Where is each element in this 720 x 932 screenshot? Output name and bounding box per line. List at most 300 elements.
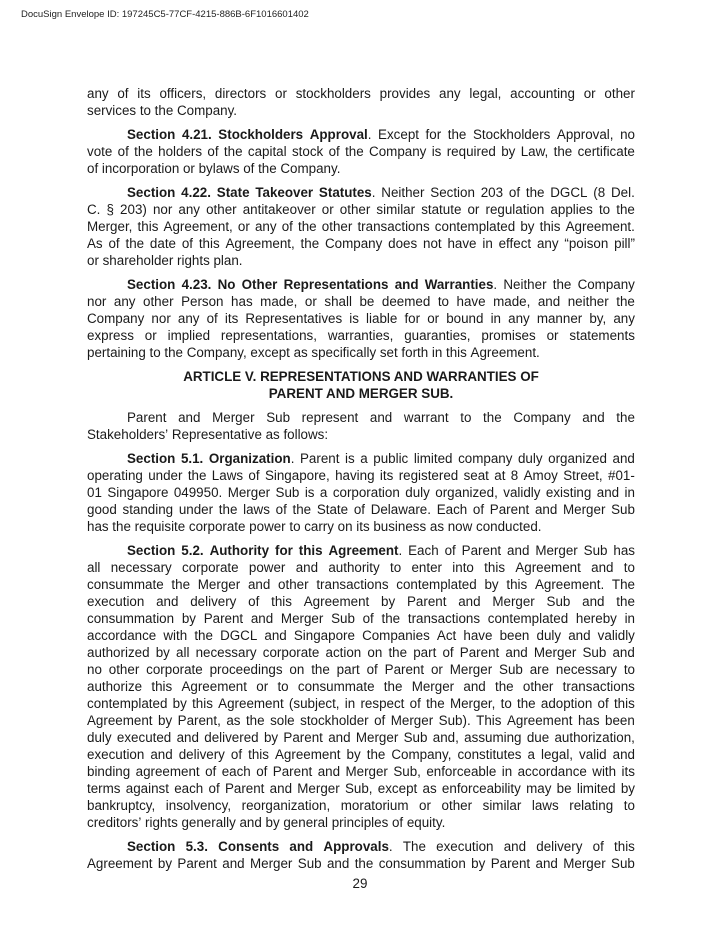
word: corporate (182, 560, 239, 575)
section-heading-line (87, 542, 635, 559)
word: of (243, 161, 255, 176)
text-line (87, 201, 635, 218)
word: the (553, 144, 573, 159)
word: and (295, 560, 319, 575)
text-line (87, 593, 635, 610)
word: moratorium (340, 798, 409, 813)
word: requisite (134, 519, 186, 534)
word: Neither (381, 185, 425, 200)
word: or (427, 311, 440, 326)
word: authorized (87, 645, 150, 660)
word: limited (576, 781, 616, 796)
word: and (328, 730, 351, 745)
word: Parent (489, 502, 530, 517)
word: of (366, 662, 378, 677)
word: of (256, 764, 268, 779)
word: be (556, 781, 572, 796)
word: is (349, 311, 359, 326)
word: delivery (536, 839, 583, 854)
word: Merger (355, 730, 399, 745)
word: bound (446, 311, 484, 326)
word: nor (152, 202, 173, 217)
word: due (526, 730, 550, 745)
word: may (526, 781, 552, 796)
word: Sub, (344, 781, 373, 796)
word: 203) (120, 202, 147, 217)
text-line (87, 218, 635, 235)
word: and (596, 485, 620, 500)
word: any (508, 311, 530, 326)
word: this (151, 679, 173, 694)
docusign-envelope-id: DocuSign Envelope ID: 197245C5-77CF-4215-886B-6F1016601402 (21, 9, 309, 20)
word: or (583, 86, 596, 101)
word: set (379, 345, 398, 360)
word: in (490, 311, 502, 326)
word: and (505, 645, 528, 660)
word: with (592, 764, 617, 779)
word: Agreement (87, 713, 153, 728)
word: to (277, 679, 289, 694)
word: authority (328, 560, 380, 575)
word: the (447, 127, 467, 142)
word: of (592, 839, 604, 854)
word: the (298, 219, 317, 234)
word: Sub (583, 543, 608, 558)
word: equity. (406, 815, 446, 830)
word: corporate (188, 519, 246, 534)
word: be (359, 294, 375, 309)
word: Company (325, 236, 383, 251)
word: of (353, 502, 365, 517)
word: a (360, 451, 368, 466)
word: other (143, 294, 174, 309)
word: Agreement (506, 713, 573, 728)
word: Sub (403, 730, 428, 745)
word: officers, (159, 86, 207, 101)
word: binding (87, 764, 131, 779)
word: Merger (492, 594, 535, 609)
word: in (344, 696, 356, 711)
word: against (125, 781, 169, 796)
word: has (577, 713, 600, 728)
word: been (605, 713, 635, 728)
word: and (394, 277, 419, 292)
word: the (383, 679, 403, 694)
text-line (87, 102, 635, 119)
word: Merger (249, 856, 293, 871)
word: Company, (186, 345, 247, 360)
word: in (624, 485, 635, 500)
word: adoption (540, 696, 593, 711)
word: the (187, 468, 207, 483)
word: § (106, 202, 114, 217)
word: (8 (593, 185, 606, 200)
word: and (591, 560, 614, 575)
word: of (205, 764, 217, 779)
word: by (157, 856, 173, 871)
text-line (87, 678, 635, 695)
word: this (506, 577, 528, 592)
word: except (250, 345, 290, 360)
word: seat (463, 468, 489, 483)
word: standing (122, 502, 174, 517)
word: Sub (266, 410, 291, 425)
word: except (377, 781, 418, 796)
word: duly (517, 451, 543, 466)
text-line (87, 252, 635, 269)
word: by (381, 594, 396, 609)
text-line (87, 712, 635, 729)
word: of (117, 144, 129, 159)
word: been (499, 628, 530, 643)
word: and (176, 730, 199, 745)
word: any (177, 311, 200, 326)
word: 049950. (173, 485, 223, 500)
section-heading-line (87, 450, 635, 467)
word: of (207, 144, 219, 159)
word: by, (589, 311, 607, 326)
word: the (616, 594, 635, 609)
word: Del. (611, 185, 635, 200)
word: 203 (480, 185, 504, 200)
word: have (447, 236, 477, 251)
word: Agreement (87, 856, 153, 871)
word: Sub (611, 856, 635, 871)
word: and (503, 839, 527, 854)
word: warrant (403, 410, 449, 425)
word: the (194, 628, 213, 643)
word: in (501, 764, 513, 779)
word: and (317, 764, 341, 779)
word: other (604, 86, 635, 101)
word: the (345, 144, 364, 159)
word: and (369, 410, 393, 425)
word: power (249, 519, 286, 534)
word: Parent (224, 781, 265, 796)
word: accordance (517, 764, 587, 779)
word: of (597, 696, 609, 711)
word: Section (127, 127, 176, 142)
word: by (501, 144, 516, 159)
word: existing (545, 485, 592, 500)
word: for (275, 543, 293, 558)
word: 5.3. (185, 839, 208, 854)
word: Section (127, 839, 176, 854)
word: respect (360, 696, 405, 711)
word: assuming (464, 730, 522, 745)
word: to (149, 345, 161, 360)
word: and (463, 679, 486, 694)
word: under (148, 468, 183, 483)
word: of (281, 219, 293, 234)
text-line (87, 85, 635, 102)
word: Agreement (218, 696, 284, 711)
word: as (422, 781, 437, 796)
word: duly (536, 628, 562, 643)
word: to (623, 662, 635, 677)
word: Parent (203, 611, 244, 626)
word: corporate (262, 645, 320, 660)
word: validly (503, 485, 541, 500)
text-line (87, 327, 635, 344)
word: limited (413, 451, 453, 466)
word: to (623, 798, 635, 813)
word: this (271, 594, 292, 609)
word: Agreement (515, 560, 581, 575)
word: rights (177, 253, 210, 268)
word: express (87, 328, 134, 343)
word: creditors’ (87, 815, 142, 830)
word: and (150, 747, 173, 762)
word: Sub). (438, 713, 471, 728)
word: Company (513, 410, 571, 425)
word: its (137, 86, 151, 101)
word: other (108, 662, 140, 677)
word: and (582, 594, 605, 609)
word: Company, (391, 747, 452, 762)
word: Merger (280, 611, 324, 626)
word: its (379, 468, 394, 483)
word: this (613, 696, 635, 711)
word: The (611, 577, 635, 592)
word: Agreement (181, 679, 247, 694)
word: execution (87, 594, 145, 609)
word: Parent, (177, 713, 221, 728)
word: Parent (461, 543, 502, 558)
word: the (292, 502, 312, 517)
word: and (534, 502, 558, 517)
word: Each (408, 543, 439, 558)
word: the (154, 103, 174, 118)
word: Agreement. (328, 543, 403, 558)
word: valid (579, 747, 607, 762)
word: by (265, 815, 280, 830)
word: of (181, 236, 193, 251)
word: of (275, 502, 287, 517)
word: capital (247, 144, 287, 159)
word: this (248, 747, 269, 762)
word: Approval. (309, 127, 372, 142)
word: statute (421, 202, 462, 217)
word: Company (577, 277, 635, 292)
word: Merger, (449, 696, 496, 711)
word: Merger (227, 485, 271, 500)
word: Except (378, 127, 419, 142)
word: consummation (378, 856, 466, 871)
word: contemplated (434, 219, 516, 234)
word: all (87, 560, 101, 575)
word: this (484, 560, 506, 575)
word: Merger (197, 577, 241, 592)
word: duly (405, 485, 430, 500)
word: pill” (614, 236, 635, 251)
word: and (535, 856, 558, 871)
word: consummate (87, 577, 164, 592)
word: hereby (575, 611, 617, 626)
word: similar (376, 202, 416, 217)
word: Agreement (303, 594, 370, 609)
word: the (381, 611, 401, 626)
word: of (409, 696, 421, 711)
word: of (374, 713, 386, 728)
word: 4.21. (181, 127, 212, 142)
word: and, (432, 730, 459, 745)
word: neither (567, 294, 609, 309)
word: organized, (435, 485, 498, 500)
section-heading-line (87, 126, 635, 143)
word: has (231, 294, 253, 309)
word: Parent (272, 764, 313, 779)
word: enforceable (426, 764, 497, 779)
word: “poison (564, 236, 609, 251)
word: terms (87, 781, 121, 796)
word: enter (411, 560, 442, 575)
word: this (539, 219, 561, 234)
word: DGCL (220, 628, 258, 643)
word: Sub (499, 662, 523, 677)
word: delivery (178, 747, 225, 762)
word: or (182, 161, 195, 176)
word: Approvals. (323, 839, 393, 854)
word: delivery (190, 594, 237, 609)
word: this (298, 543, 323, 558)
document-page-body (87, 85, 635, 879)
word: this (614, 839, 635, 854)
word: Section (430, 185, 475, 200)
text-line (87, 797, 635, 814)
word: As (87, 236, 103, 251)
word: conducted. (476, 519, 542, 534)
word: a (527, 747, 535, 762)
word: the (616, 410, 635, 425)
word: Other (241, 277, 278, 292)
word: Each (436, 502, 468, 517)
page-number: 29 (352, 876, 368, 891)
word: enforceability (441, 781, 521, 796)
word: its (224, 311, 239, 326)
word: execution (87, 747, 145, 762)
word: warranties, (327, 328, 394, 343)
word: promises (481, 328, 536, 343)
word: by (520, 219, 535, 234)
word: delivered (204, 730, 259, 745)
word: and (156, 594, 179, 609)
text-line (87, 746, 635, 763)
word: effect (498, 236, 532, 251)
word: by (263, 730, 279, 745)
text-line (87, 143, 635, 160)
word: proceedings (209, 662, 283, 677)
word: registered (398, 468, 459, 483)
word: legal, (541, 747, 574, 762)
word: Section (127, 451, 176, 466)
word: reorganization, (241, 798, 331, 813)
section-5-3 (87, 838, 635, 872)
word: Agreement, (225, 236, 295, 251)
text-line (87, 501, 635, 518)
word: Merger (563, 502, 606, 517)
word: any (536, 236, 559, 251)
word: Company (87, 311, 145, 326)
word: Merger (297, 781, 340, 796)
text-line (87, 235, 635, 252)
word: operating (87, 468, 143, 483)
word: and (250, 611, 274, 626)
word: Merger (411, 679, 455, 694)
word: other (321, 219, 353, 234)
word: its (621, 764, 635, 779)
word: Neither (503, 277, 547, 292)
word: nor (87, 294, 107, 309)
word: necessary (195, 645, 257, 660)
word: principles (331, 815, 389, 830)
word: of (391, 815, 404, 830)
word: The (402, 839, 426, 854)
word: by (158, 713, 173, 728)
word: nor (151, 311, 171, 326)
word: of (206, 311, 218, 326)
word: and (612, 645, 635, 660)
word: this (192, 696, 213, 711)
word: the (223, 144, 243, 159)
word: Consents (218, 839, 280, 854)
word: legal, (469, 86, 502, 101)
word: holders (158, 144, 203, 159)
text-line (87, 814, 635, 831)
word: have (456, 294, 486, 309)
word: and (537, 294, 561, 309)
section-4-21 (87, 126, 635, 177)
word: applies (550, 202, 593, 217)
word: and (269, 781, 293, 796)
word: certificate (577, 144, 635, 159)
word: other (278, 577, 309, 592)
word: liable (366, 311, 398, 326)
word: Stockholders (218, 127, 304, 142)
word: of (108, 236, 120, 251)
word: of (87, 161, 99, 176)
word: the (426, 696, 445, 711)
word: Merger (533, 645, 577, 660)
word: Parent (384, 662, 425, 677)
word: Street, (563, 468, 603, 483)
word: incorporation (101, 161, 180, 176)
word: the (616, 202, 635, 217)
word: other (522, 679, 554, 694)
word: and (612, 747, 635, 762)
word: its (356, 519, 370, 534)
section-4-22 (87, 184, 635, 269)
word: Act (436, 628, 457, 643)
text-line (87, 729, 635, 746)
word: carry (304, 519, 334, 534)
word: Authority (209, 543, 270, 558)
word: have (463, 628, 493, 643)
word: on (337, 519, 353, 534)
word: or (144, 328, 157, 343)
word: insolvency, (165, 798, 232, 813)
word: authorize (87, 679, 143, 694)
word: Parent (127, 410, 167, 425)
word: #01- (608, 468, 635, 483)
word: and (289, 839, 314, 854)
text-line (87, 576, 635, 593)
word: services (87, 103, 137, 118)
word: of (328, 144, 340, 159)
word: the (525, 185, 545, 200)
word: Agreement. (565, 219, 635, 234)
word: in (431, 345, 443, 360)
